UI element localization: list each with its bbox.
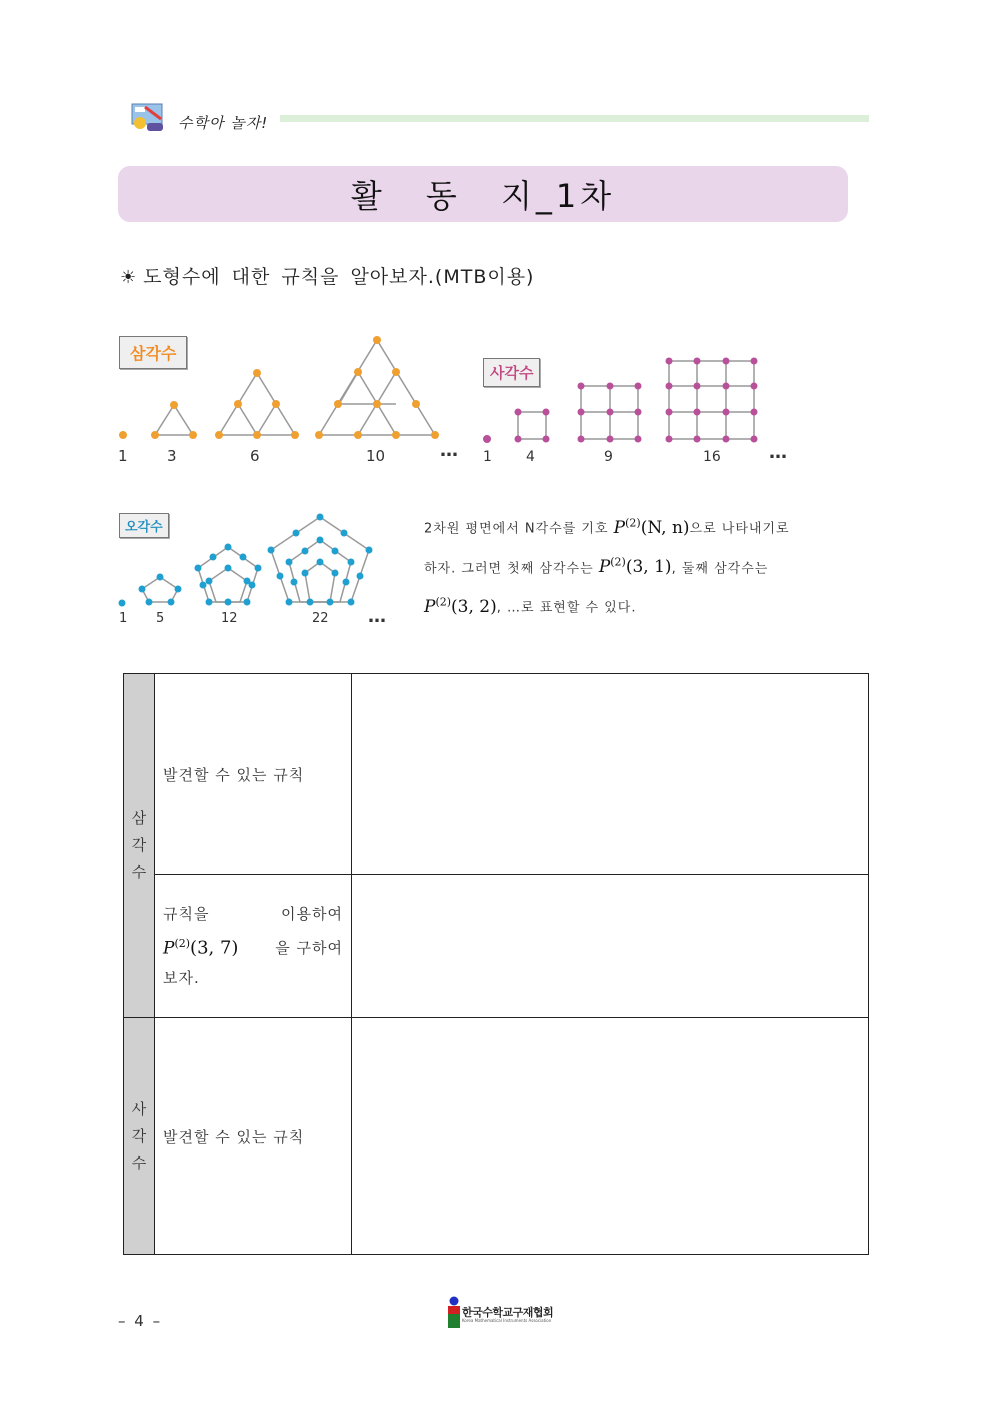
notation-description — [424, 506, 842, 625]
tri-label-10: 10 — [366, 447, 386, 465]
row-label-tri-rule: 발견할 수 있는 규칙 — [155, 674, 352, 875]
answer-cell-sq-rule[interactable] — [352, 1018, 869, 1255]
tri-label-1: 1 — [118, 447, 128, 465]
tri-ellipsis: … — [440, 440, 458, 461]
pent-label-5: 5 — [156, 611, 165, 626]
sun-icon: ☀ — [120, 267, 138, 288]
sq-label-1: 1 — [483, 449, 492, 465]
sq-ellipsis: … — [769, 442, 787, 463]
pent-ellipsis: … — [368, 606, 386, 627]
pent-label-12: 12 — [221, 611, 238, 626]
math-p-3-1: $P^{(2)}(3$, 1) — [598, 555, 672, 578]
sq-label-4: 4 — [526, 449, 535, 465]
section-triangular: 삼 각 수 — [124, 674, 155, 1018]
answer-cell-compute[interactable] — [352, 875, 869, 1018]
association-name: 한국수학교구재협회 — [462, 1306, 554, 1319]
page-number: – 4 – — [118, 1312, 163, 1330]
association-subtitle: Korea Mathematical Instruments Association — [462, 1318, 552, 1323]
header-title: 수학아 놀자! — [178, 114, 269, 132]
math-p-general: $P^{(2)}(N$, n) — [613, 516, 690, 538]
square-tag: 사각수 — [483, 358, 540, 387]
worksheet-table — [123, 673, 869, 1255]
pent-label-1: 1 — [119, 611, 128, 626]
sq-label-16: 16 — [703, 449, 721, 465]
intro-text: 도형수에 대한 규칙을 알아보자.(MTB이용) — [143, 266, 535, 288]
triangular-tag: 삼각수 — [119, 336, 187, 369]
pent-label-22: 22 — [312, 611, 329, 626]
desc-line-3: $P^{(2)}(3$, 2), …로 표현할 수 있다. — [424, 595, 637, 617]
row-label-sq-rule: 발견할 수 있는 규칙 — [155, 1018, 352, 1255]
tri-label-6: 6 — [250, 447, 260, 465]
triangular-figures — [155, 340, 435, 435]
answer-cell-tri-rule[interactable] — [352, 674, 869, 875]
sq-label-9: 9 — [604, 449, 613, 465]
row-label-compute: 규칙을 이용하여 $P^{(2)}(3$, 7) 을 구하여 보자. — [155, 875, 352, 1018]
section-square: 사 각 수 — [124, 1018, 155, 1255]
desc-line-1: 2차원 평면에서 N각수를 기호 $P^{(2)}(N$, n)으로 나타내기로 — [424, 516, 790, 538]
math-p-3-2: $P^{(2)}(3$, 2) — [424, 595, 497, 617]
page-title: 활 동 지_1차 — [350, 177, 616, 215]
pentagonal-tag: 오각수 — [119, 513, 169, 538]
math-p-3-7: $P^{(2)}(3$, 7) — [163, 936, 239, 959]
association-logo-icon — [445, 1296, 463, 1330]
desc-line-2: 하자. 그러면 첫째 삼각수는 $P^{(2)}(3$, 1), 둘째 삼각수는 — [424, 555, 769, 578]
square-figures — [518, 361, 754, 439]
tri-label-3: 3 — [167, 447, 177, 465]
